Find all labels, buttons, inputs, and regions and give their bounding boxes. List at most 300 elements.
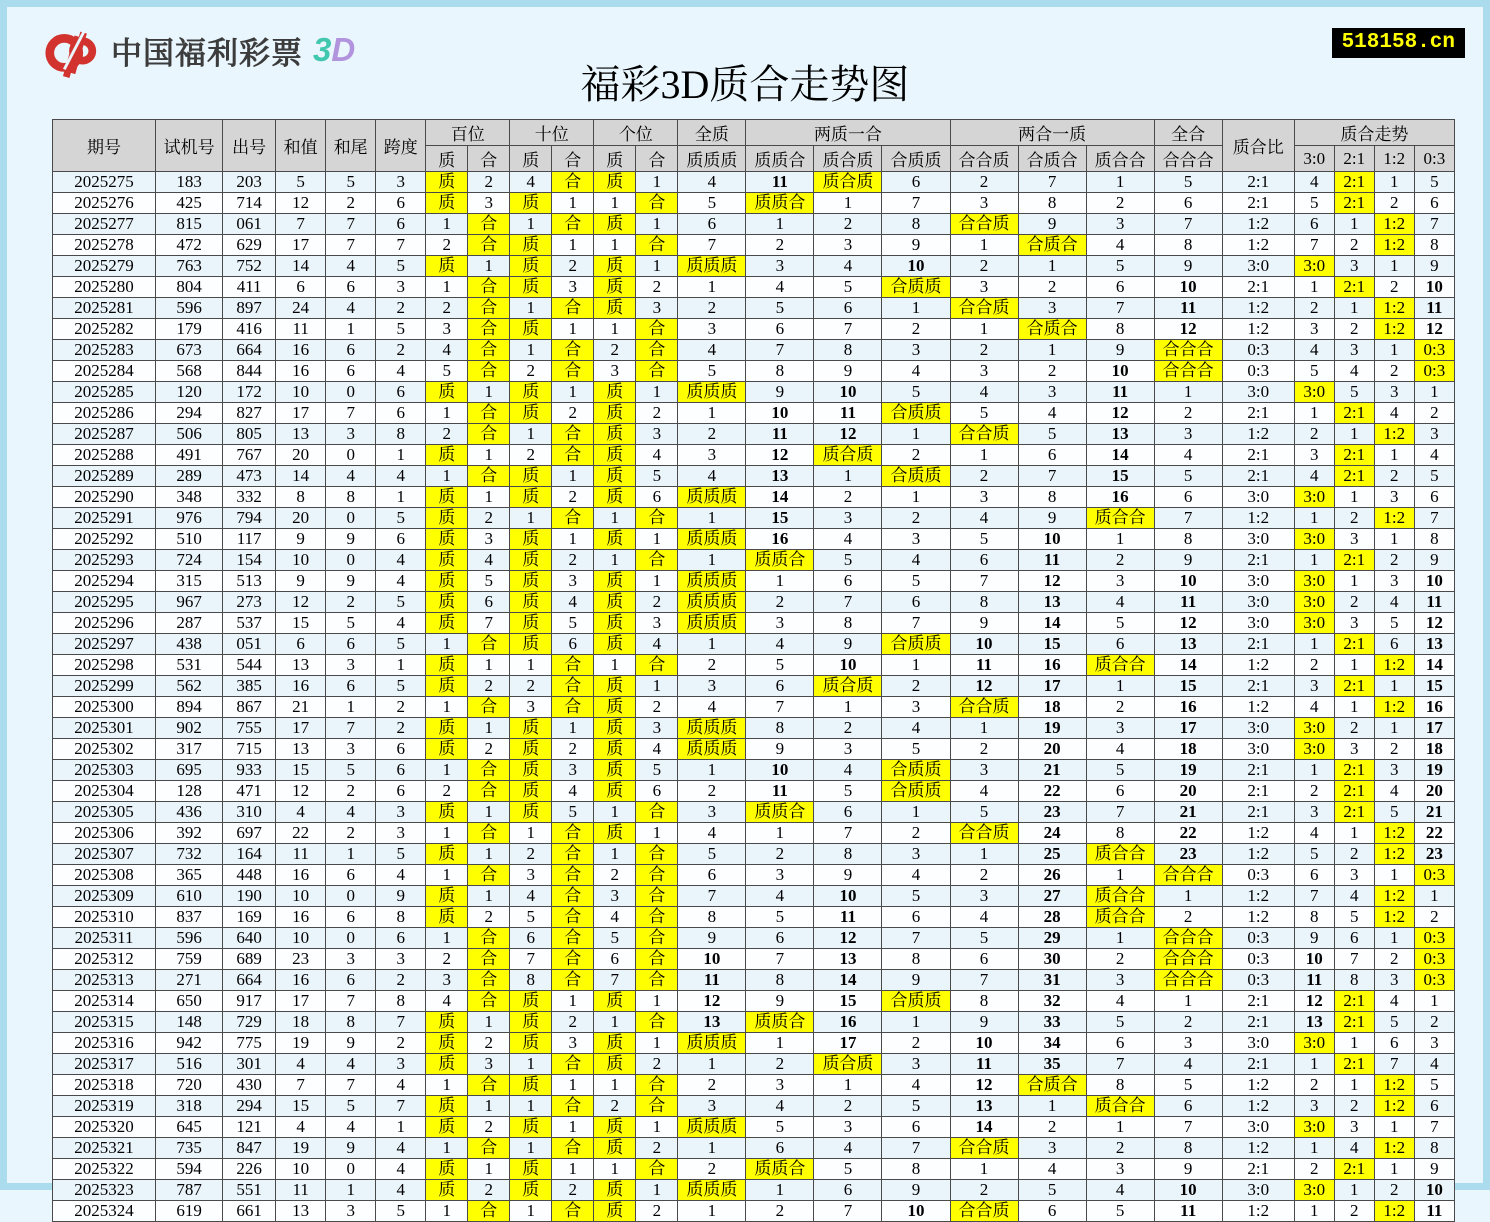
cell: 2 <box>326 823 376 844</box>
cell: 2:1 <box>1222 193 1294 214</box>
cell: 6 <box>814 298 882 319</box>
cell: 1:2 <box>1222 1075 1294 1096</box>
cell: 20 <box>1154 781 1222 802</box>
cell: 2 <box>636 1138 678 1159</box>
table-row <box>53 1201 1455 1222</box>
cell: 1:2 <box>1374 1201 1414 1222</box>
column-subheader: 合 <box>636 146 678 172</box>
cell: 20 <box>1018 739 1086 760</box>
cell: 6 <box>882 1117 950 1138</box>
cell: 2 <box>1414 403 1454 424</box>
table-row <box>53 487 1455 508</box>
cell: 6 <box>326 865 376 886</box>
cell: 2 <box>468 676 510 697</box>
cell: 2 <box>678 424 746 445</box>
cell: 1 <box>1334 697 1374 718</box>
column-header: 全合 <box>1154 120 1222 146</box>
cell: 4 <box>326 1054 376 1075</box>
cell: 7 <box>326 991 376 1012</box>
cell: 10 <box>1086 361 1154 382</box>
cell: 合质质 <box>882 634 950 655</box>
cell: 2 <box>636 1201 678 1222</box>
cell: 664 <box>223 340 276 361</box>
cell: 20 <box>276 445 326 466</box>
cell: 11 <box>814 403 882 424</box>
cell: 1 <box>678 760 746 781</box>
cell: 6 <box>1018 1201 1086 1222</box>
cell: 5 <box>376 844 426 865</box>
cell: 3 <box>950 886 1018 907</box>
cell: 1 <box>636 529 678 550</box>
cell: 质 <box>510 760 552 781</box>
cell: 质 <box>594 823 636 844</box>
cell: 质 <box>426 739 468 760</box>
cell: 5 <box>376 256 426 277</box>
cell: 1 <box>510 424 552 445</box>
cell: 1 <box>1018 340 1086 361</box>
table-row <box>53 1033 1455 1054</box>
cell: 3 <box>1294 319 1334 340</box>
cell: 2 <box>746 1201 814 1222</box>
cell: 7 <box>1414 508 1454 529</box>
cell: 1:2 <box>1222 214 1294 235</box>
cell: 合 <box>468 466 510 487</box>
cell: 合 <box>552 1201 594 1222</box>
cell: 2 <box>1374 949 1414 970</box>
cell: 11 <box>1086 382 1154 403</box>
cell: 1 <box>326 1180 376 1201</box>
cell: 合 <box>468 865 510 886</box>
period-cell: 2025278 <box>53 235 156 256</box>
cell: 13 <box>1018 592 1086 613</box>
cell: 2 <box>950 172 1018 193</box>
table-row <box>53 277 1455 298</box>
cell: 质 <box>510 991 552 1012</box>
cell: 16 <box>276 970 326 991</box>
cell: 质 <box>426 487 468 508</box>
cell: 6 <box>376 739 426 760</box>
cell: 4 <box>376 1180 426 1201</box>
cell: 7 <box>276 214 326 235</box>
cell: 6 <box>376 760 426 781</box>
cell: 2 <box>1414 907 1454 928</box>
cell: 3 <box>678 1096 746 1117</box>
cell: 661 <box>223 1201 276 1222</box>
cell: 4 <box>1018 403 1086 424</box>
period-cell: 2025314 <box>53 991 156 1012</box>
cell: 1 <box>468 718 510 739</box>
cell: 4 <box>814 760 882 781</box>
cell: 质 <box>426 886 468 907</box>
cell: 2 <box>594 340 636 361</box>
cell: 2 <box>746 844 814 865</box>
cell: 10 <box>276 886 326 907</box>
cell: 6 <box>746 928 814 949</box>
cell: 2:1 <box>1334 1012 1374 1033</box>
cell: 4 <box>882 550 950 571</box>
cell: 质 <box>510 1180 552 1201</box>
cell: 562 <box>156 676 223 697</box>
cell: 质 <box>426 1117 468 1138</box>
cell: 472 <box>156 235 223 256</box>
cell: 16 <box>276 865 326 886</box>
cell: 3 <box>468 529 510 550</box>
cell: 4 <box>746 886 814 907</box>
cell: 3 <box>1414 1033 1454 1054</box>
cell: 质 <box>426 718 468 739</box>
cell: 2 <box>950 340 1018 361</box>
cell: 4 <box>1414 1054 1454 1075</box>
cell: 15 <box>1018 634 1086 655</box>
cell: 质质合 <box>746 550 814 571</box>
cell: 902 <box>156 718 223 739</box>
cell: 3 <box>1414 424 1454 445</box>
cell: 26 <box>1018 865 1086 886</box>
cell: 1 <box>594 319 636 340</box>
cell: 5 <box>326 172 376 193</box>
cell: 2 <box>376 697 426 718</box>
cell: 4 <box>950 508 1018 529</box>
table-row <box>53 1117 1455 1138</box>
period-cell: 2025304 <box>53 781 156 802</box>
cell: 11 <box>1154 298 1222 319</box>
cell: 合 <box>636 970 678 991</box>
table-row <box>53 298 1455 319</box>
cell: 5 <box>1414 172 1454 193</box>
cell: 15 <box>276 613 326 634</box>
column-subheader: 合 <box>468 146 510 172</box>
cell: 4 <box>276 1054 326 1075</box>
cell: 13 <box>814 949 882 970</box>
cell: 质 <box>510 634 552 655</box>
cell: 4 <box>276 1117 326 1138</box>
cell: 506 <box>156 424 223 445</box>
cell: 质 <box>426 1012 468 1033</box>
cell: 质质合 <box>746 802 814 823</box>
cell: 4 <box>678 823 746 844</box>
period-cell: 2025284 <box>53 361 156 382</box>
cell: 质 <box>510 466 552 487</box>
cell: 17 <box>1154 718 1222 739</box>
cell: 5 <box>1414 466 1454 487</box>
cell: 3:0 <box>1294 382 1334 403</box>
cell: 2:1 <box>1334 1054 1374 1075</box>
period-cell: 2025276 <box>53 193 156 214</box>
period-cell: 2025275 <box>53 172 156 193</box>
cell: 183 <box>156 172 223 193</box>
cell: 11 <box>950 1054 1018 1075</box>
cell: 1 <box>678 634 746 655</box>
period-cell: 2025296 <box>53 613 156 634</box>
cell: 1 <box>326 319 376 340</box>
cell: 1 <box>746 214 814 235</box>
cell: 3:0 <box>1222 256 1294 277</box>
cell: 2:1 <box>1334 466 1374 487</box>
cell: 3 <box>1374 571 1414 592</box>
cell: 质 <box>426 445 468 466</box>
cell: 1 <box>510 214 552 235</box>
cell: 10 <box>950 1033 1018 1054</box>
cell: 6 <box>510 928 552 949</box>
period-cell: 2025315 <box>53 1012 156 1033</box>
cell: 6 <box>1154 487 1222 508</box>
period-cell: 2025322 <box>53 1159 156 1180</box>
cell: 1 <box>510 1096 552 1117</box>
cell: 1:2 <box>1222 823 1294 844</box>
cell: 1 <box>426 466 468 487</box>
cell: 1:2 <box>1374 844 1414 865</box>
cell: 6 <box>552 634 594 655</box>
cell: 合 <box>636 1075 678 1096</box>
cell: 15 <box>276 760 326 781</box>
period-cell: 2025310 <box>53 907 156 928</box>
cell: 3 <box>746 613 814 634</box>
column-header: 期号 <box>53 120 156 172</box>
cell: 4 <box>678 340 746 361</box>
cell: 5 <box>326 1096 376 1117</box>
table-row <box>53 844 1455 865</box>
cell: 22 <box>1414 823 1454 844</box>
cell: 合合质 <box>950 214 1018 235</box>
cell: 5 <box>814 1159 882 1180</box>
cell: 合 <box>468 1201 510 1222</box>
cell: 15 <box>814 991 882 1012</box>
cell: 4 <box>1294 466 1334 487</box>
cell: 4 <box>552 781 594 802</box>
cell: 合 <box>552 445 594 466</box>
cell: 271 <box>156 970 223 991</box>
column-subheader: 质合合 <box>1086 146 1154 172</box>
cell: 10 <box>1154 277 1222 298</box>
cell: 12 <box>1018 571 1086 592</box>
cell: 967 <box>156 592 223 613</box>
cell: 质 <box>594 487 636 508</box>
cell: 1 <box>950 445 1018 466</box>
cell: 310 <box>223 802 276 823</box>
cell: 2 <box>950 466 1018 487</box>
cell: 3 <box>1294 802 1334 823</box>
cell: 2 <box>552 739 594 760</box>
cell: 合合合 <box>1154 340 1222 361</box>
cell: 1:2 <box>1222 886 1294 907</box>
cell: 0 <box>326 445 376 466</box>
cell: 1 <box>1294 1054 1334 1075</box>
period-cell: 2025321 <box>53 1138 156 1159</box>
cell: 273 <box>223 592 276 613</box>
cell: 491 <box>156 445 223 466</box>
cell: 3 <box>950 193 1018 214</box>
cell: 4 <box>882 361 950 382</box>
cell: 8 <box>950 991 1018 1012</box>
column-subheader: 质质质 <box>678 146 746 172</box>
cell: 4 <box>326 298 376 319</box>
cell: 6 <box>1294 214 1334 235</box>
cell: 7 <box>1294 886 1334 907</box>
cell: 20 <box>276 508 326 529</box>
cell: 7 <box>746 949 814 970</box>
cell: 质 <box>594 781 636 802</box>
cell: 148 <box>156 1012 223 1033</box>
cell: 18 <box>1414 739 1454 760</box>
cell: 7 <box>468 613 510 634</box>
cell: 2 <box>882 1033 950 1054</box>
cell: 9 <box>746 382 814 403</box>
cell: 质 <box>510 571 552 592</box>
cell: 9 <box>950 1012 1018 1033</box>
cell: 5 <box>1154 466 1222 487</box>
cell: 19 <box>1154 760 1222 781</box>
cell: 4 <box>636 445 678 466</box>
cell: 7 <box>376 1096 426 1117</box>
cell: 质 <box>510 550 552 571</box>
cell: 8 <box>1154 1138 1222 1159</box>
cell: 8 <box>814 340 882 361</box>
cell: 1 <box>1334 571 1374 592</box>
cell: 1 <box>594 655 636 676</box>
cell: 1 <box>882 655 950 676</box>
cell: 5 <box>594 928 636 949</box>
period-cell: 2025277 <box>53 214 156 235</box>
cell: 7 <box>1154 1117 1222 1138</box>
cell: 5 <box>746 655 814 676</box>
cell: 合 <box>468 991 510 1012</box>
cell: 1 <box>376 655 426 676</box>
cell: 6 <box>746 319 814 340</box>
cell: 9 <box>1294 928 1334 949</box>
cell: 1:2 <box>1374 907 1414 928</box>
cell: 2 <box>950 1180 1018 1201</box>
cell: 5 <box>1294 361 1334 382</box>
cell: 164 <box>223 844 276 865</box>
cell: 8 <box>1154 529 1222 550</box>
cell: 3 <box>552 571 594 592</box>
table-row <box>53 1096 1455 1117</box>
cell: 5 <box>1294 844 1334 865</box>
cell: 2 <box>1374 739 1414 760</box>
period-cell: 2025279 <box>53 256 156 277</box>
cell: 0 <box>326 508 376 529</box>
cell: 2 <box>510 445 552 466</box>
cell: 1 <box>678 1138 746 1159</box>
cell: 5 <box>1374 613 1414 634</box>
cell: 2 <box>678 1075 746 1096</box>
cell: 合 <box>552 949 594 970</box>
cell: 质 <box>510 718 552 739</box>
cell: 1 <box>426 928 468 949</box>
cell: 1:2 <box>1222 235 1294 256</box>
cell: 1 <box>1294 277 1334 298</box>
cell: 1 <box>510 1201 552 1222</box>
trend-table <box>52 119 1455 1222</box>
cell: 合质质 <box>882 991 950 1012</box>
cell: 5 <box>552 802 594 823</box>
cell: 6 <box>746 1138 814 1159</box>
cell: 10 <box>882 256 950 277</box>
cell: 3 <box>814 235 882 256</box>
cell: 9 <box>950 613 1018 634</box>
cell: 13 <box>276 739 326 760</box>
cell: 14 <box>1414 655 1454 676</box>
cell: 7 <box>326 235 376 256</box>
cell: 9 <box>882 235 950 256</box>
cell: 33 <box>1018 1012 1086 1033</box>
cell: 合 <box>636 655 678 676</box>
cell: 4 <box>376 1075 426 1096</box>
cell: 6 <box>376 403 426 424</box>
period-cell: 2025280 <box>53 277 156 298</box>
cell: 3 <box>1086 718 1154 739</box>
cell: 24 <box>1018 823 1086 844</box>
cell: 3:0 <box>1222 382 1294 403</box>
cell: 2 <box>882 676 950 697</box>
cell: 合 <box>636 928 678 949</box>
cell: 4 <box>276 802 326 823</box>
cell: 1 <box>1334 1033 1374 1054</box>
cell: 合 <box>552 508 594 529</box>
cell: 815 <box>156 214 223 235</box>
cell: 1 <box>552 382 594 403</box>
logo-text: 中国福利彩票 <box>111 35 303 71</box>
cell: 5 <box>882 1096 950 1117</box>
cell: 合 <box>552 172 594 193</box>
cell: 715 <box>223 739 276 760</box>
cell: 9 <box>326 1033 376 1054</box>
cell: 6 <box>326 676 376 697</box>
cell: 1 <box>814 697 882 718</box>
cell: 16 <box>746 529 814 550</box>
cell: 1 <box>636 571 678 592</box>
cell: 3 <box>882 697 950 718</box>
cell: 6 <box>1374 634 1414 655</box>
cell: 8 <box>1086 319 1154 340</box>
cell: 2 <box>468 172 510 193</box>
cell: 5 <box>1154 1075 1222 1096</box>
cell: 13 <box>276 655 326 676</box>
cell: 14 <box>1086 445 1154 466</box>
cell: 15 <box>1086 466 1154 487</box>
cell: 质 <box>426 655 468 676</box>
cell: 2 <box>1374 193 1414 214</box>
cell: 2 <box>1018 1117 1086 1138</box>
cell: 7 <box>814 1201 882 1222</box>
cell: 12 <box>1154 319 1222 340</box>
cell: 867 <box>223 697 276 718</box>
cell: 质 <box>594 1180 636 1201</box>
cell: 2 <box>426 781 468 802</box>
cell: 合 <box>552 928 594 949</box>
cell: 2 <box>1374 1180 1414 1201</box>
cell: 7 <box>276 1075 326 1096</box>
cell: 1:2 <box>1222 655 1294 676</box>
cell: 1 <box>746 571 814 592</box>
cell: 1:2 <box>1374 235 1414 256</box>
cell: 10 <box>814 655 882 676</box>
cell: 6 <box>376 214 426 235</box>
cell: 15 <box>276 1096 326 1117</box>
cell: 8 <box>882 1159 950 1180</box>
cell: 质 <box>426 256 468 277</box>
cell: 2 <box>1294 1075 1334 1096</box>
cell: 1 <box>950 319 1018 340</box>
cell: 5 <box>950 529 1018 550</box>
cell: 767 <box>223 445 276 466</box>
cell: 2 <box>326 781 376 802</box>
cell: 1 <box>1334 298 1374 319</box>
cell: 3:0 <box>1294 1117 1334 1138</box>
cell: 1 <box>1294 508 1334 529</box>
cell: 6 <box>594 949 636 970</box>
cell: 1:2 <box>1374 298 1414 319</box>
